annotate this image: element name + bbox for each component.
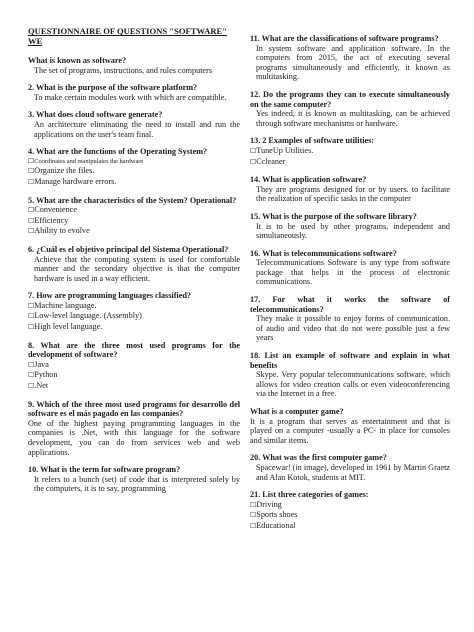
question-3: 3. What does cloud software generate? xyxy=(28,110,163,120)
answer-16: Telecommunications Software is any type from software package that helps in the process of electronic communications. xyxy=(256,258,450,287)
list-item: ☐ Coordinates and manipulates the hardware xyxy=(28,157,240,167)
question-7: 7. How are programming languages classified? xyxy=(28,291,191,301)
question-6: 6. ¿Cuál es el objetivo principal del Sistema Operational? xyxy=(28,244,229,254)
answer-12: Yes indeed, it is known as multitasking, can be achieved through software mechanisms or hardware. xyxy=(256,109,450,128)
answer-3: An architecture eliminating the need to install and run the applications on the user's team final. xyxy=(34,119,240,139)
list-item: ☐ Low-level language. (Assembly) xyxy=(28,311,240,322)
question-4: 4. What are the functions of the Operating System? xyxy=(28,147,208,157)
answer-15: It is to be used by other programs, independent and simultaneously. xyxy=(256,221,450,241)
list-item: ☐ High level language. xyxy=(28,322,240,333)
question-17: 17. For what it works the software of telecommunications? xyxy=(250,295,450,314)
list-item: ☐ .Net xyxy=(28,381,240,392)
list-item: ☐ Ability to evolve xyxy=(28,226,240,237)
list-item: ☐ Driving xyxy=(250,500,450,511)
question-1: What is known as software? xyxy=(28,56,127,65)
list-item: ☐ Java xyxy=(28,360,240,371)
question-16: 16. What is telecommunications software? xyxy=(250,248,397,258)
question-19: What is a computer game? xyxy=(250,407,344,416)
question-9: 9. Which of the three most used programs for desarrollo del software es el más pagado en las companies? xyxy=(28,399,240,419)
answer-18: Skype. Very popular telecommunications software, which allows for video creation calls or even videoconferencing via the Internet in a free. xyxy=(256,370,450,399)
question-21: 21. List three categories of games: xyxy=(250,490,369,500)
list-item: ☐ Convenience xyxy=(28,205,240,216)
answer-9: One of the highest paying programming languages in the companies is .Net, with this language for the software development, you can do from services web and web applications. xyxy=(28,418,240,457)
question-10: 10. What is the term for software program? xyxy=(28,465,181,475)
list-item: ☐ Manage hardware errors. xyxy=(28,177,240,188)
question-8: 8. What are the three most used programs for the development of software? xyxy=(28,340,240,360)
list-item: ☐ Sports shoes xyxy=(250,510,450,521)
answer-17: They make it possible to enjoy forms of communication. of audio and video that do not were possible just a few years xyxy=(256,314,450,343)
list-item: ☐ Ccleaner xyxy=(250,157,450,168)
list-item: ☐ Educational xyxy=(250,521,450,532)
list-item: ☐ Machine language. xyxy=(28,301,240,312)
answer-14: They are programs designed for or by users. to facilitate the realization of specific tasks in the computer xyxy=(256,184,450,204)
question-15: 15. What is the purpose of the software library? xyxy=(250,211,417,221)
answer-11: In system software and application software. In the computers from 2015, the act of executing several programs simultaneously and efficiently, it known as multitasking. xyxy=(256,43,450,82)
document-title: QUESTIONNAIRE OF QUESTIONS "SOFTWARE" WE xyxy=(28,26,228,46)
answer-19: It is a program that serves as entertainment and that is played on a computer -usually a PC- in place for consoles and similar items. xyxy=(250,416,450,445)
question-20: 20. What was the first computer game? xyxy=(250,453,387,463)
question-11: 11. What are the classifications of software programs? xyxy=(250,34,439,43)
answer-1: The set of programs, instructions, and rules computers xyxy=(34,65,213,75)
list-item: ☐ TuneUp Utilities. xyxy=(250,146,450,157)
answer-6: Achieve that the computing system is used for comfortable manner and the secondary objective is that the computer hardware is used in a way efficient. xyxy=(34,254,240,283)
answer-20: Spacewar! (in image), developed in 1961 by Martin Graetz and Alan Kotok, students at MIT. xyxy=(256,462,450,482)
question-18: 18. List an example of software and explain in what benefits xyxy=(250,351,450,370)
answer-2: To make certain modules work with which are compatible. xyxy=(34,92,227,102)
question-5: 5. What are the characteristics of the System? Operational? xyxy=(28,195,237,205)
left-column xyxy=(28,0,240,494)
question-12: 12. Do the programs they can to execute simultaneously on the same computer? xyxy=(250,89,450,109)
question-2: 2. What is the purpose of the software platform? xyxy=(28,83,198,93)
question-13: 13. 2 Examples of software utilities: xyxy=(250,136,375,146)
list-item: ☐ Python xyxy=(28,370,240,381)
list-item: ☐ Efficiency xyxy=(28,216,240,227)
right-column xyxy=(250,0,450,532)
question-14: 14. What is application software? xyxy=(250,175,367,185)
answer-10: It refers to a bunch (set) of code that is interpreted solely by the computers, it is to say, programming xyxy=(34,474,240,494)
list-item: ☐ Organize the files. xyxy=(28,166,240,177)
